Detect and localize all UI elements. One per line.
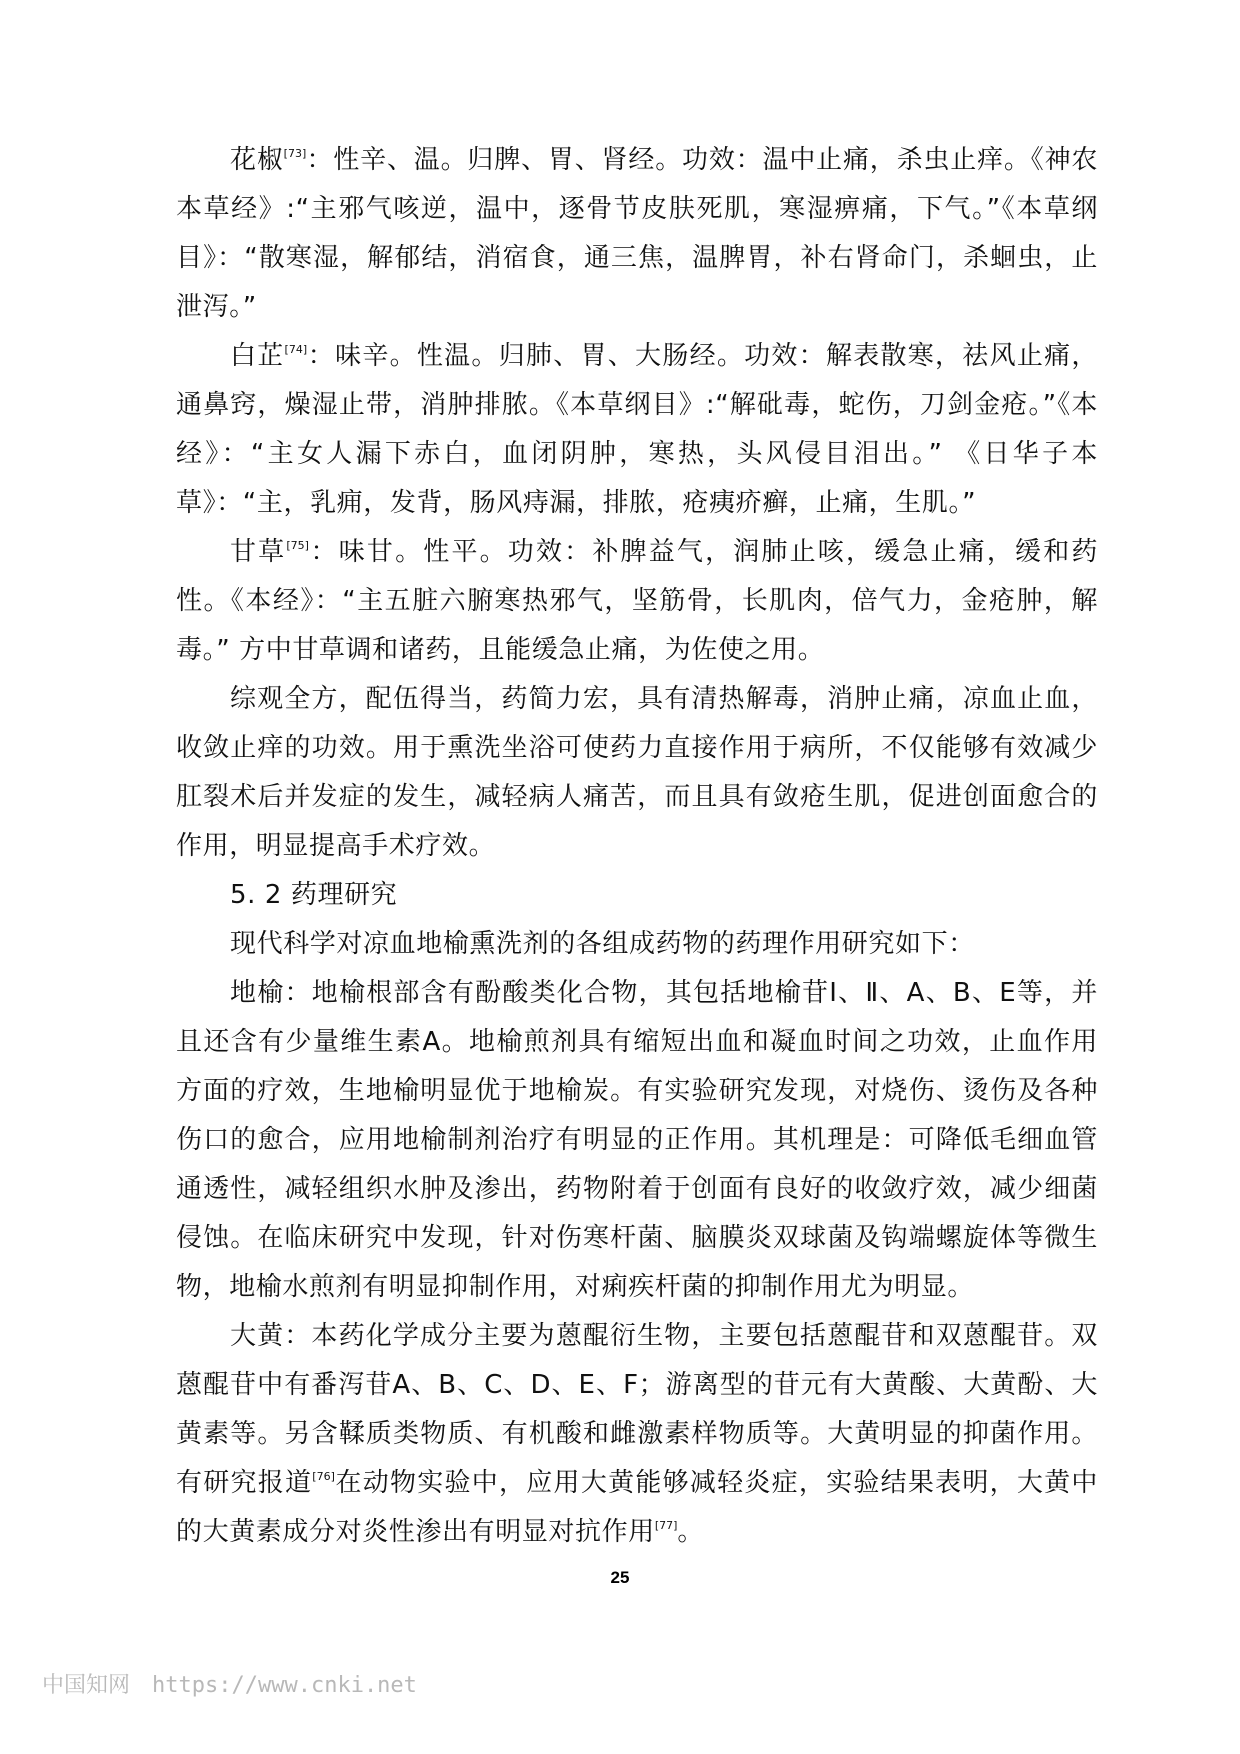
paragraph-text: 综观全方，配伍得当，药简力宏，具有清热解毒，消肿止痛，凉血止血，收敛止痒的功效。用于熏洗坐浴可使药力直接作用于病所，不仅能够有效减少肛裂术后并发症的发生，减轻病人痛苦，而且具有敛疮生肌，促进创面愈合的作用，明显提高手术疗效。 <box>176 684 1098 861</box>
paragraph-gancao <box>176 528 1098 675</box>
paragraph-text: 。 <box>677 1517 705 1547</box>
citation-ref: [73] <box>283 147 307 160</box>
paragraph-text: ：味辛。性温。归肺、胃、大肠经。功效：解表散寒，祛风止痛，通鼻窍，燥湿止带，消肿排脓。《本草纲目》:“解砒毒，蛇伤，刀剑金疮。”《本经》：“主女人漏下赤白，血闭阴肿，寒热，头风侵目泪出。” 《日华子本草》：“主，乳痈，发背，肠风痔漏，排脓，疮痍疥癣，止痛，生肌。” <box>176 341 1098 518</box>
herb-name: 白芷 <box>230 341 285 371</box>
paragraph-summary <box>176 675 1098 871</box>
paragraph-text: 地榆：地榆根部含有酚酸类化合物，其包括地榆苷Ⅰ、Ⅱ、A、B、E等，并且还含有少量维生素A。地榆煎剂具有缩短出血和凝血时间之功效，止血作用方面的疗效，生地榆明显优于地榆炭。有实验研究发现，对烧伤、烫伤及各种伤口的愈合，应用地榆制剂治疗有明显的正作用。其机理是：可降低毛细血管通透性，减轻组织水肿及渗出，药物附着于创面有良好的收敛疗效，减少细菌侵蚀。在临床研究中发现，针对伤寒杆菌、脑膜炎双球菌及钩端螺旋体等微生物，地榆水煎剂有明显抑制作用，对痢疾杆菌的抑制作用尤为明显。 <box>176 978 1098 1302</box>
page-number: 25 <box>610 1568 630 1587</box>
herb-name: 甘草 <box>230 537 287 567</box>
citation-ref: [76] <box>312 1470 335 1483</box>
watermark <box>42 1668 417 1699</box>
paragraph-diyu <box>176 969 1098 1312</box>
watermark-brand: 中国知网 <box>42 1673 131 1698</box>
citation-ref: [77] <box>654 1519 678 1532</box>
paragraph-intro <box>176 920 1098 969</box>
paragraph-baizhi <box>176 332 1098 528</box>
paragraph-text: 在动物实验中，应用大黄能够减轻炎症，实验结果表明，大黄中的大黄素成分对炎性渗出有明显对抗作用 <box>176 1468 1098 1547</box>
paragraph-text: 现代科学对凉血地榆熏洗剂的各组成药物的药理作用研究如下： <box>230 929 975 959</box>
herb-name: 花椒 <box>230 145 284 175</box>
section-heading <box>176 871 1098 920</box>
citation-ref: [75] <box>286 539 309 552</box>
section-title: 5. 2 药理研究 <box>230 880 398 910</box>
watermark-url: https://www.cnki.net <box>152 1673 417 1698</box>
body-text <box>176 136 1098 1557</box>
paragraph-dahuang <box>176 1312 1098 1557</box>
paragraph-text: ：性辛、温。归脾、胃、肾经。功效：温中止痛，杀虫止痒。《神农本草经》:“主邪气咳逆，温中，逐骨节皮肤死肌，寒湿痹痛，下气。”《本草纲目》：“散寒湿，解郁结，消宿食，通三焦，温脾胃，补右肾命门，杀蛔虫，止泄泻。” <box>176 145 1098 322</box>
citation-ref: [74] <box>284 343 308 356</box>
paragraph-text: 大黄：本药化学成分主要为蒽醌衍生物，主要包括蒽醌苷和双蒽醌苷。双蒽醌苷中有番泻苷A、B、C、D、E、F；游离型的苷元有大黄酸、大黄酚、大黄素等。另含鞣质类物质、有机酸和雌激素样物质等。大黄明显的抑菌作用。有研究报道 <box>176 1321 1098 1498</box>
paragraph-text: ：味甘。性平。功效：补脾益气，润肺止咳，缓急止痛，缓和药性。《本经》：“主五脏六腑寒热邪气，坚筋骨，长肌肉，倍气力，金疮肿，解毒。” 方中甘草调和诸药，且能缓急止痛，为佐使之用。 <box>176 537 1099 665</box>
paragraph-huajiao <box>176 136 1098 332</box>
